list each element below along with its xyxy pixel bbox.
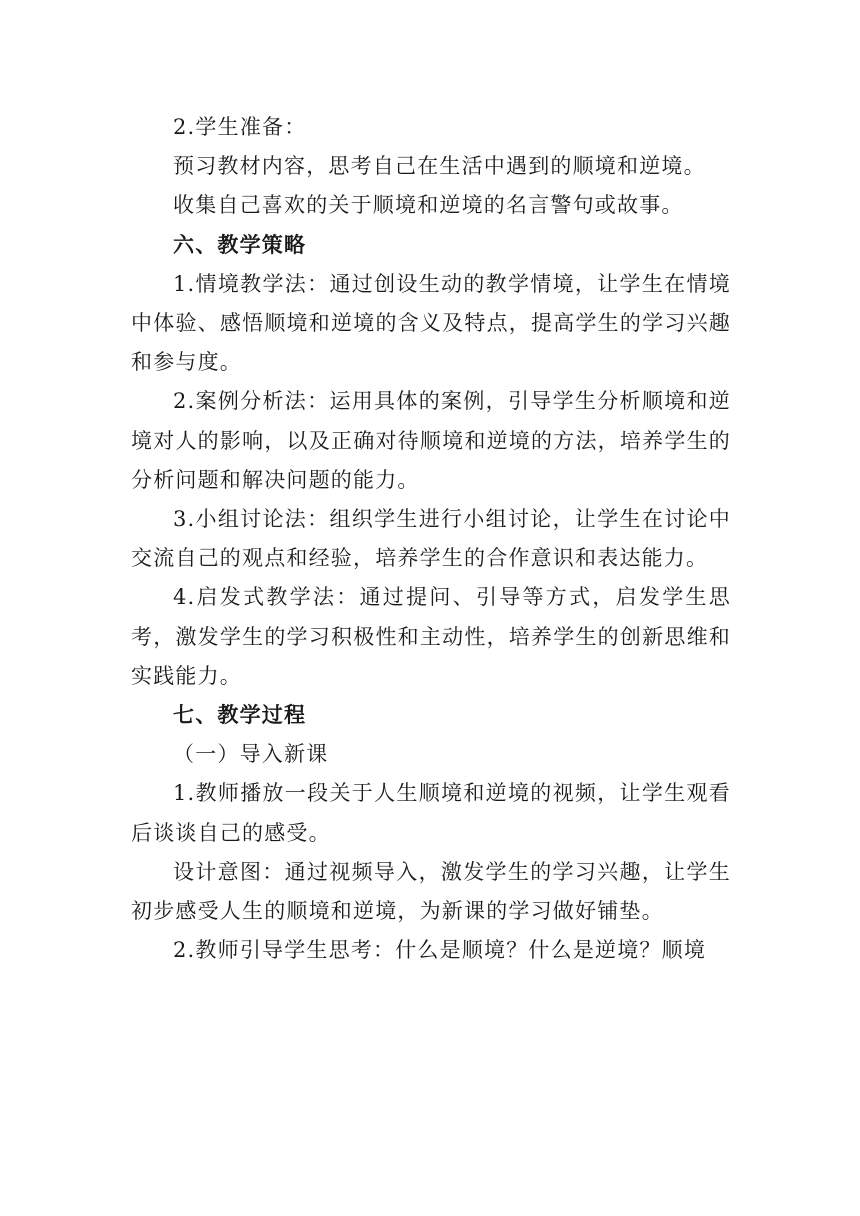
- paragraph-situational-teaching: 1.情境教学法：通过创设生动的教学情境，让学生在情境中体验、感悟顺境和逆境的含义及特点，提高学生的学习兴趣和参与度。: [131, 271, 731, 375]
- paragraph-group-discussion: 3.小组讨论法：组织学生进行小组讨论，让学生在讨论中交流自己的观点和经验，培养学生的合作意识和表达能力。: [131, 507, 731, 571]
- paragraph-design-intent: 设计意图：通过视频导入，激发学生的学习兴趣，让学生初步感受人生的顺境和逆境，为新课的学习做好铺垫。: [131, 859, 731, 924]
- heading-teaching-process: 七、教学过程: [173, 703, 307, 728]
- paragraph-case-analysis: 2.案例分析法：运用具体的案例，引导学生分析顺境和逆境对人的影响，以及正确对待顺境和逆境的方法，培养学生的分析问题和解决问题的能力。: [131, 389, 731, 492]
- paragraph-heuristic-teaching: 4.启发式教学法：通过提问、引导等方式，启发学生思考，激发学生的学习积极性和主动性，培养学生的创新思维和实践能力。: [131, 585, 731, 688]
- paragraph-preview-textbook: 预习教材内容，思考自己在生活中遇到的顺境和逆境。: [173, 154, 706, 179]
- paragraph-play-video: 1.教师播放一段关于人生顺境和逆境的视频，让学生观看后谈谈自己的感受。: [131, 781, 731, 845]
- heading-teaching-strategy: 六、教学策略: [173, 232, 307, 257]
- document-body: [131, 108, 731, 970]
- paragraph-student-prep-title: 2.学生准备：: [173, 115, 307, 139]
- paragraph-collect-quotes: 收集自己喜欢的关于顺境和逆境的名言警句或故事。: [173, 193, 684, 218]
- paragraph-guide-thinking: 2.教师引导学生思考：什么是顺境？什么是逆境？顺境: [173, 938, 707, 963]
- subheading-introduce-lesson: （一）导入新课: [173, 742, 329, 767]
